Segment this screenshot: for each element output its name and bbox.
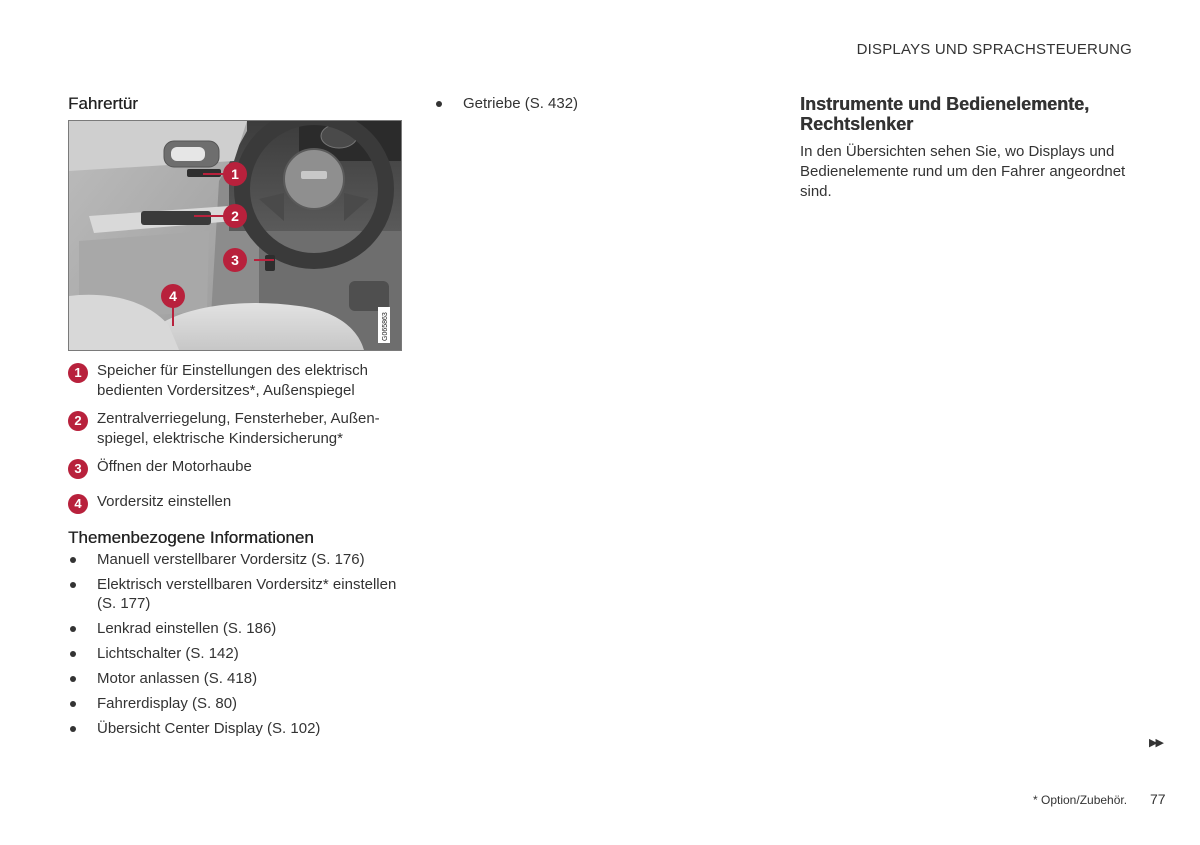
related-link[interactable]: Elektrisch verstellbaren Vordersitz* einstellen (S. 177)	[97, 576, 397, 612]
list-item[interactable]	[68, 575, 402, 613]
list-item[interactable]	[68, 669, 402, 688]
middle-column	[434, 94, 764, 119]
callout-item	[68, 409, 402, 449]
callout-text: Öffnen der Motorhaube	[97, 458, 252, 475]
list-item[interactable]	[68, 550, 402, 569]
list-item[interactable]	[68, 719, 402, 738]
double-arrow-right-icon: ▶▶	[1149, 737, 1162, 749]
callout-number: 2	[68, 411, 88, 431]
section-heading	[800, 94, 1134, 134]
svg-text:1: 1	[231, 166, 239, 182]
heading-line: Instrumente und Bedienelemente,	[800, 94, 1090, 114]
footnote: * Option/Zubehör.	[1033, 793, 1128, 807]
svg-text:3: 3	[231, 252, 239, 268]
related-link[interactable]: Übersicht Center Display (S. 102)	[97, 720, 321, 737]
page-number: 77	[1150, 791, 1166, 807]
right-column	[800, 94, 1134, 202]
list-item[interactable]	[68, 694, 402, 713]
related-link[interactable]: Manuell verstellbarer Vordersitz (S. 176)	[97, 551, 365, 568]
list-item[interactable]	[68, 644, 402, 663]
marker-3	[223, 248, 247, 272]
callout-number: 1	[68, 363, 88, 383]
related-link[interactable]: Fahrerdisplay (S. 80)	[97, 695, 238, 712]
callout-item	[68, 361, 402, 401]
marker-4	[161, 284, 185, 308]
list-item[interactable]	[434, 94, 764, 113]
related-link[interactable]: Lenkrad einstellen (S. 186)	[97, 620, 277, 637]
marker-2	[223, 204, 247, 228]
continued-list	[434, 94, 764, 113]
callout-number: 4	[68, 494, 88, 514]
callout-number: 3	[68, 459, 88, 479]
related-link[interactable]: Lichtschalter (S. 142)	[97, 645, 239, 662]
related-link[interactable]: Getriebe (S. 432)	[463, 95, 579, 112]
heading-line: Rechtslenker	[800, 114, 914, 134]
section-header: DISPLAYS UND SPRACHSTEUERUNG	[856, 41, 1132, 58]
marker-1	[223, 162, 247, 186]
figure-code: G065863	[382, 312, 389, 341]
callout-item	[68, 457, 402, 479]
intro-paragraph: In den Übersichten sehen Sie, wo Displays und Bedienelemente rund um den Fahrer angeordnet sind.	[800, 143, 1126, 200]
callout-list	[68, 361, 402, 514]
svg-text:2: 2	[231, 208, 239, 224]
left-column	[68, 94, 402, 744]
related-info-title: Themenbezogene Informationen	[68, 528, 314, 547]
callout-item	[68, 492, 402, 514]
callout-text: Zentralverriegelung, Fensterheber, Außenspiegel, elektrische Kindersicherung*	[97, 410, 380, 447]
list-item[interactable]	[68, 619, 402, 638]
related-info-list	[68, 550, 402, 738]
svg-text:4: 4	[169, 288, 177, 304]
callout-text: Speicher für Einstellungen des elektrisch bedienten Vordersitzes*, Außenspiegel	[97, 362, 368, 399]
section-title: Fahrertür	[68, 94, 138, 113]
related-link[interactable]: Motor anlassen (S. 418)	[97, 670, 258, 687]
callout-text: Vordersitz einstellen	[97, 493, 232, 510]
driver-door-figure	[68, 120, 402, 351]
